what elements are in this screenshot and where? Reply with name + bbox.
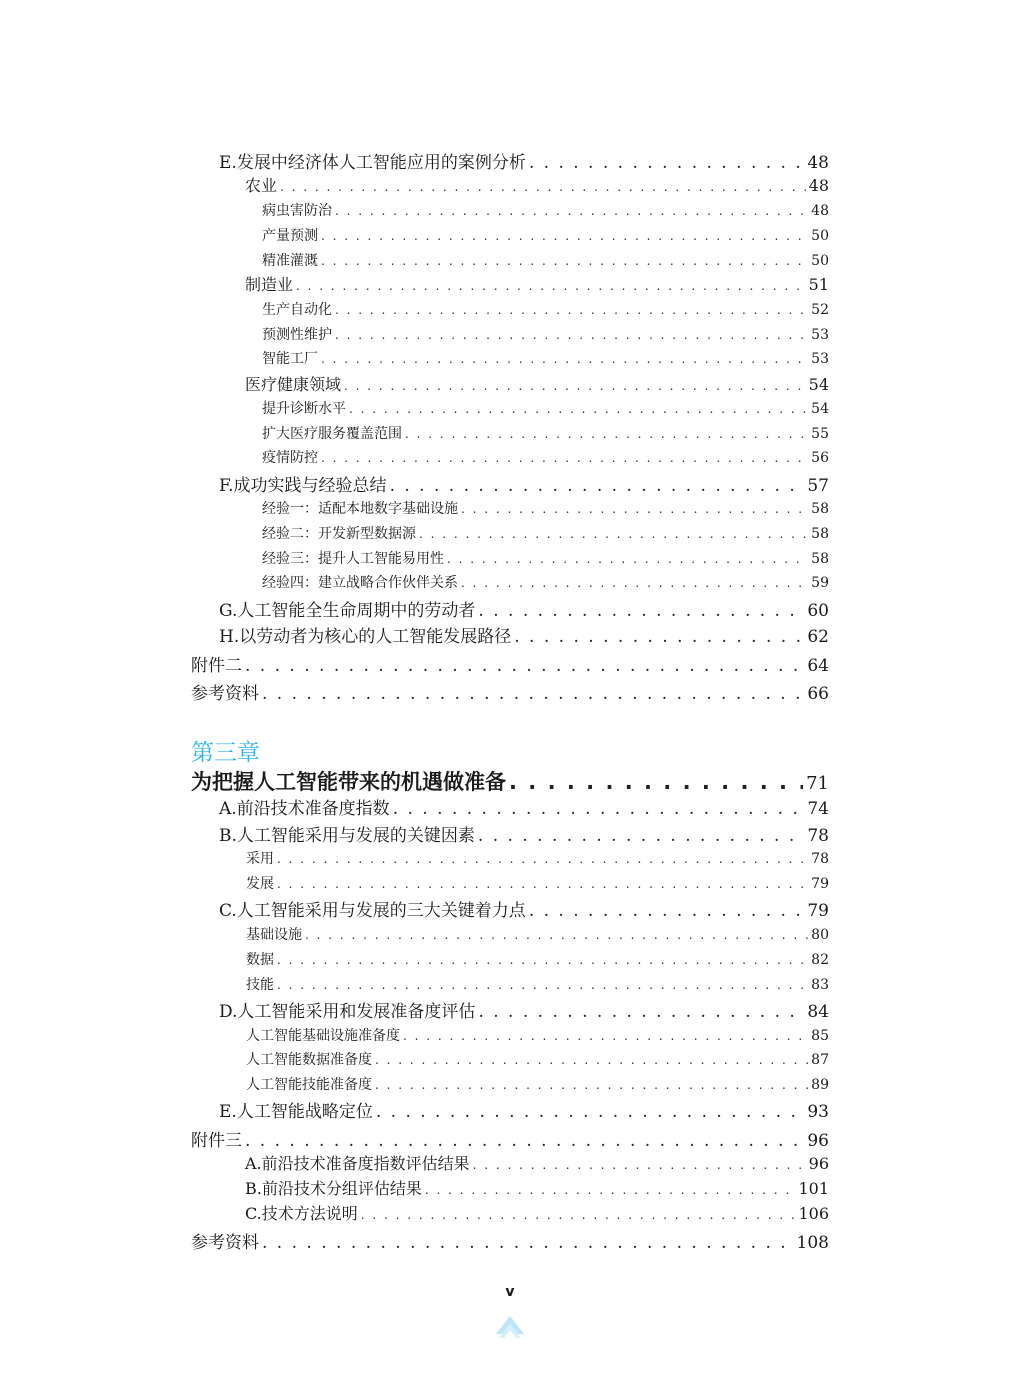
toc-entry[interactable]: D.人工智能采用和发展准备度评估 . . . 84: [219, 997, 829, 1022]
toc-entry[interactable]: 经验四：建立战略合作伙伴关系 . . . 59: [262, 572, 829, 592]
toc-entry[interactable]: A.前沿技术准备度指数 . . . 74: [219, 794, 829, 819]
toc-entry[interactable]: 附件三 . . . 96: [191, 1126, 829, 1151]
toc-entry[interactable]: H.以劳动者为核心的人工智能发展路径 . . . 62: [219, 622, 829, 647]
chapter-title[interactable]: 为把握人工智能带来的机遇做准备 . . . 71: [191, 766, 829, 796]
toc-entry[interactable]: 扩大医疗服务覆盖范围 . . . 55: [262, 423, 829, 443]
toc-entry[interactable]: 技能 . . . 83: [246, 974, 829, 994]
toc-entry[interactable]: 智能工厂 . . . 53: [262, 348, 829, 368]
toc-entry[interactable]: A.前沿技术准备度指数评估结果 . . . 96: [245, 1151, 829, 1174]
toc-entry[interactable]: 生产自动化 . . . 52: [262, 299, 829, 319]
toc-entry[interactable]: 经验三：提升人工智能易用性 . . . 58: [262, 548, 829, 568]
toc-entry[interactable]: G.人工智能全生命周期中的劳动者 . . . 60: [219, 596, 829, 621]
toc-entry[interactable]: 采用 . . . 78: [246, 848, 829, 868]
toc-entry[interactable]: 疫情防控 . . . 56: [262, 447, 829, 467]
page-number: v: [505, 1284, 515, 1300]
toc-entry[interactable]: 基础设施 . . . 80: [246, 924, 829, 944]
toc-entry[interactable]: 参考资料 . . . 108: [191, 1228, 829, 1253]
toc-entry[interactable]: 产量预测 . . . 50: [262, 225, 829, 245]
toc-entry[interactable]: 人工智能技能准备度 . . . 89: [246, 1074, 829, 1094]
toc-entry[interactable]: 发展 . . . 79: [246, 873, 829, 893]
toc-entry[interactable]: 制造业 . . . 51: [245, 272, 829, 295]
toc-entry[interactable]: F.成功实践与经验总结 . . . 57: [219, 471, 829, 496]
chevron-up-icon[interactable]: [494, 1308, 526, 1342]
toc-entry[interactable]: 医疗健康领域 . . . 54: [245, 372, 829, 395]
toc-entry[interactable]: 经验二：开发新型数据源 . . . 58: [262, 523, 829, 543]
toc-entry[interactable]: C.人工智能采用与发展的三大关键着力点 . . . 79: [219, 896, 829, 921]
chapter-label: 第三章: [191, 740, 260, 766]
toc-entry[interactable]: 精准灌溉 . . . 50: [262, 250, 829, 270]
toc-entry[interactable]: E.发展中经济体人工智能应用的案例分析 . . . 48: [219, 148, 829, 173]
toc-entry[interactable]: 经验一：适配本地数字基础设施 . . . 58: [262, 498, 829, 518]
toc-entry[interactable]: B.前沿技术分组评估结果 . . . 101: [245, 1176, 829, 1199]
toc-entry[interactable]: E.人工智能战略定位 . . . 93: [219, 1097, 829, 1122]
toc-entry[interactable]: 病虫害防治 . . . 48: [262, 200, 829, 220]
toc-entry[interactable]: 人工智能基础设施准备度 . . . 85: [246, 1025, 829, 1045]
toc-entry[interactable]: B.人工智能采用与发展的关键因素 . . . 78: [219, 821, 829, 846]
toc-entry[interactable]: C.技术方法说明 . . . 106: [245, 1201, 829, 1224]
toc-entry[interactable]: 预测性维护 . . . 53: [262, 324, 829, 344]
toc-entry[interactable]: 数据 . . . 82: [246, 949, 829, 969]
toc-entry[interactable]: 农业 . . . 48: [245, 173, 829, 196]
toc-entry[interactable]: 人工智能数据准备度 . . . 87: [246, 1049, 829, 1069]
toc-entry[interactable]: 提升诊断水平 . . . 54: [262, 398, 829, 418]
toc-entry[interactable]: 附件二 . . . 64: [191, 651, 829, 676]
toc-entry[interactable]: 参考资料 . . . 66: [191, 679, 829, 704]
